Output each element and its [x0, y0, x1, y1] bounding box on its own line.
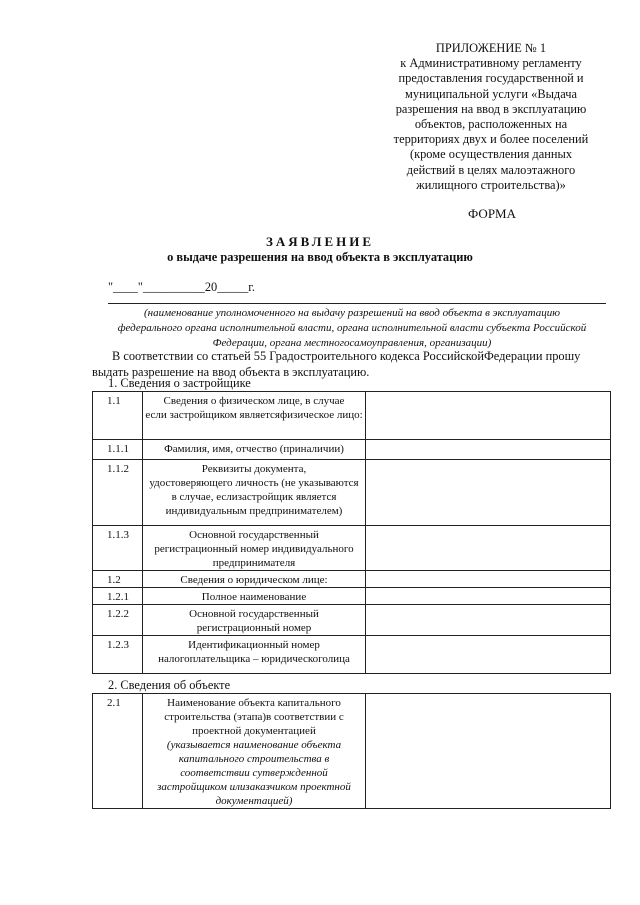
- row-label: [143, 460, 366, 526]
- document-title: ЗАЯВЛЕНИЕ: [265, 234, 375, 249]
- appendix-line: объектов, расположенных на: [414, 117, 568, 132]
- value-field[interactable]: [366, 605, 611, 636]
- value-field[interactable]: [366, 526, 611, 571]
- authority-note: [92, 306, 612, 351]
- appendix-line: (кроме осуществления данных: [409, 147, 573, 162]
- row-label: [143, 440, 366, 460]
- label-line: предпринимателя: [212, 557, 296, 569]
- table-row: [93, 694, 611, 809]
- authority-blank-line: [108, 303, 606, 304]
- row-label: [143, 605, 366, 636]
- label-line: Идентификационный номер: [188, 639, 320, 651]
- object-table: [92, 693, 611, 809]
- label-line: Наименование объекта капитального: [167, 697, 341, 709]
- label-note-line: застройщиком илизаказчиком проектной: [157, 781, 351, 793]
- value-field[interactable]: [366, 571, 611, 588]
- section-1-heading: 1. Сведения о застройщике: [108, 376, 251, 390]
- appendix-line: действий в целях малоэтажного: [406, 162, 576, 177]
- row-number: 1.2.1: [93, 588, 143, 605]
- note-line: федерального органа исполнительной власти, органа исполнительной власти субъекта Российской: [117, 322, 587, 334]
- table-row: [93, 571, 611, 588]
- note-line: Федерации, органа местногосамоуправления, организации): [212, 337, 492, 349]
- appendix-line: предоставления государственной и: [398, 71, 584, 86]
- appendix-line: территориях двух и более поселений: [393, 132, 589, 147]
- row-number: 1.1.3: [93, 526, 143, 571]
- section-2-heading: 2. Сведения об объекте: [108, 678, 231, 692]
- row-label: [143, 392, 366, 440]
- label-line: в случае, еслизастройщик является: [171, 491, 337, 503]
- value-field[interactable]: [366, 694, 611, 809]
- label-line: если застройщиком являетсяфизическое лицо:: [145, 409, 363, 421]
- label-note-line: капитального строительства в: [178, 753, 330, 765]
- label-line: Основной государственный: [189, 608, 319, 620]
- appendix-line: разрешения на ввод в эксплуатацию: [395, 101, 587, 116]
- appendix-line: муниципальной услуги «Выдача: [405, 86, 577, 101]
- appendix-line: жилищного строительства)»: [416, 177, 566, 192]
- row-number: 1.1: [93, 392, 143, 440]
- value-field[interactable]: [366, 460, 611, 526]
- label-line: проектной документацией: [192, 725, 316, 737]
- label-line: Реквизиты документа,: [201, 463, 307, 475]
- label-line: Сведения о юридическом лице:: [180, 574, 328, 586]
- appendix-header: [380, 41, 602, 193]
- appendix-line: ПРИЛОЖЕНИЕ № 1: [435, 41, 547, 55]
- date-line: "____"__________20_____г.: [108, 280, 255, 294]
- row-label: [143, 526, 366, 571]
- form-label: ФОРМА: [468, 206, 516, 221]
- row-label: [143, 694, 366, 809]
- table-row: [93, 605, 611, 636]
- row-number: 1.2.2: [93, 605, 143, 636]
- row-label: [143, 636, 366, 674]
- row-label: [143, 588, 366, 605]
- label-line: Сведения о физическом лице, в случае: [163, 395, 345, 407]
- table-row: [93, 588, 611, 605]
- label-note-line: (указывается наименование объекта: [166, 739, 342, 751]
- label-line: удостоверяющего личность (не указываются: [149, 477, 359, 489]
- value-field[interactable]: [366, 440, 611, 460]
- value-field[interactable]: [366, 392, 611, 440]
- row-number: 1.1.1: [93, 440, 143, 460]
- table-row: [93, 636, 611, 674]
- table-row: [93, 440, 611, 460]
- row-number: 2.1: [93, 694, 143, 809]
- row-number: 1.2.3: [93, 636, 143, 674]
- label-line: Фамилия, имя, отчество (приналичии): [164, 443, 344, 455]
- applicant-table: [92, 391, 611, 674]
- note-line: (наименование уполномоченного на выдачу разрешений на ввод объекта в эксплуатацию: [144, 307, 560, 319]
- label-line: налогоплательщика – юридическоголица: [158, 653, 350, 665]
- row-number: 1.2: [93, 571, 143, 588]
- request-line: выдать разрешение на ввод объекта в эксплуатацию.: [92, 365, 370, 379]
- appendix-line: к Административному регламенту: [400, 56, 582, 71]
- row-label: [143, 571, 366, 588]
- label-line: Основной государственный: [189, 529, 319, 541]
- table-row: [93, 526, 611, 571]
- value-field[interactable]: [366, 636, 611, 674]
- label-line: строительства (этапа)в соответствии с: [164, 711, 344, 723]
- document-subtitle: о выдаче разрешения на ввод объекта в эксплуатацию: [167, 250, 473, 264]
- label-note-line: документацией): [215, 795, 293, 807]
- table-row: [93, 460, 611, 526]
- label-line: Полное наименование: [201, 591, 307, 603]
- row-number: 1.1.2: [93, 460, 143, 526]
- label-line: регистрационный номер: [196, 622, 312, 634]
- value-field[interactable]: [366, 588, 611, 605]
- request-line: В соответствии со статьей 55 Градостроительного кодекса РоссийскойФедерации прошу: [112, 349, 581, 363]
- table-row: [93, 392, 611, 440]
- label-note-line: соответствии сутвержденной: [180, 767, 328, 779]
- label-line: регистрационный номер индивидуального: [154, 543, 354, 555]
- label-line: индивидуальным предпринимателем): [165, 505, 343, 517]
